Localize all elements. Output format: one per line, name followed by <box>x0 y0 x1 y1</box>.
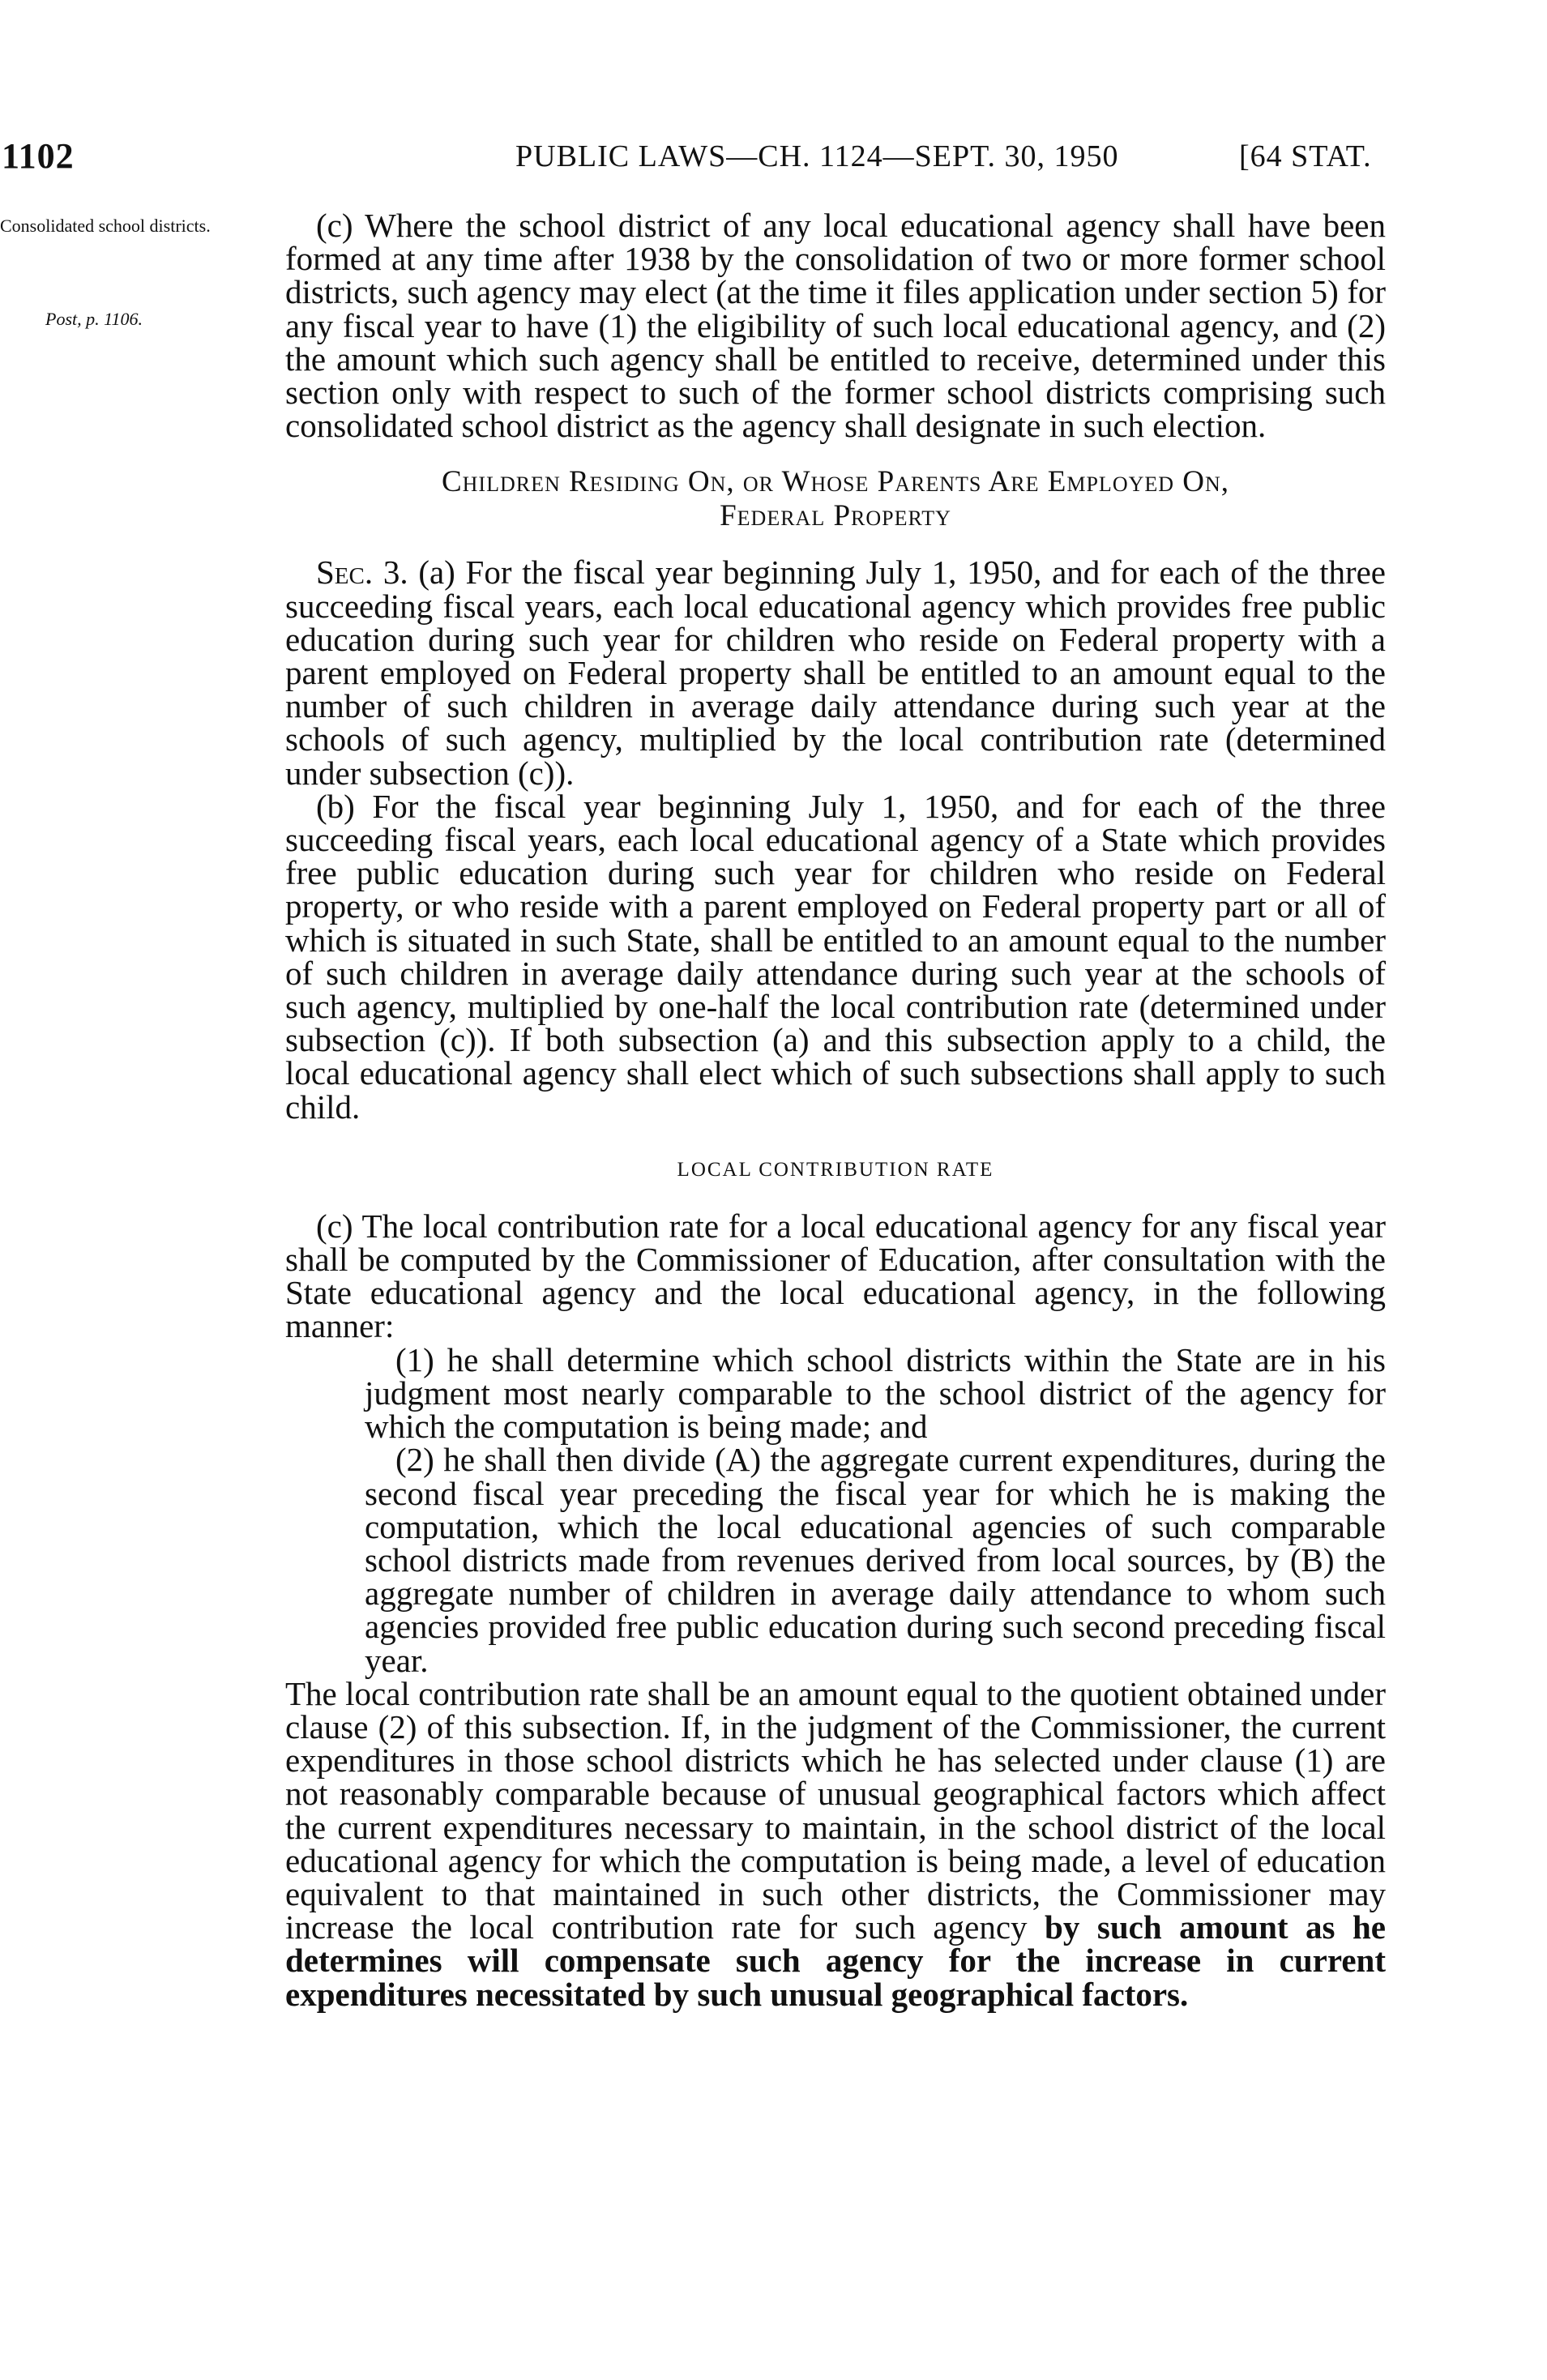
section-heading-children-line1: Children Residing On, or Whose Parents Are Employed On, <box>441 465 1230 499</box>
spacer <box>285 1124 1386 1153</box>
page-number: 1102 <box>2 136 75 176</box>
closing-paragraph-text: The local contribution rate shall be an amount equal to the quotient obtained under clause (2) of this subsection. If, in the judgment of the Commissioner, the current expenditures in those school districts which he has selected under clause (1) are not reasonably comparable because of unusual geographical factors which affect the current expenditures necessary to maintain, in the school district of the local educational agency for which the computation is being made, a level of education equivalent to that maintained in such other districts, the Commissioner may increase the local contribution rate for such agency <box>285 1674 1386 1946</box>
section-heading-children-line2: Federal Property <box>720 499 951 533</box>
margin-note-post-reference: Post, p. 1106. <box>45 309 143 329</box>
section-heading-local-contribution-rate: LOCAL CONTRIBUTION RATE <box>677 1158 994 1181</box>
running-header <box>0 136 1547 177</box>
margin-note-consolidated-districts: Consolidated school districts. <box>0 216 211 236</box>
spacer <box>285 442 1386 465</box>
section-3-label: Sec. 3. <box>316 553 408 592</box>
main-text-column <box>285 209 1386 2011</box>
clause-2: (2) he shall then divide (A) the aggregate current expenditures, during the second fiscal year preceding the fiscal year for which he is making the computation, which the local educational agencies of such comparable school districts made from revenues derived from local sources, by (B) the aggregate number of children in average daily attendance to whom such agencies provided free public education during such second preceding fiscal year. <box>365 1441 1386 1679</box>
closing-paragraph <box>285 1674 1387 2013</box>
clause-1: (1) he shall determine which school districts within the State are in his judgment most nearly comparable to the school district of the agency for which the computation is being made; and <box>365 1340 1386 1446</box>
section-3-subsection-a <box>285 553 1387 792</box>
header-title: PUBLIC LAWS—CH. 1124—SEPT. 30, 1950 <box>515 139 1119 173</box>
section-3-a-text: (a) For the fiscal year beginning July 1, 1950, and for each of the three succeeding fiscal years, each local educational agency which provides free public education during such year for children who reside on Federal property with a parent employed on Federal property shall be entitled to an amount equal to the number of such children in average daily attendance during such year at the schools of such agency, multiplied by the local contribution rate (determined under subsection (c)). <box>285 553 1387 792</box>
paragraph-c-consolidation: (c) Where the school district of any local educational agency shall have been formed at any time after 1938 by the consolidation of two or more former school districts, such agency may elect (at the time it files application under section 5) for any fiscal year to have (1) the eligibility of such local educational agency, and (2) the amount which such agency shall be entitled to receive, determined under this section only with respect to such of the former school districts comprising such consolidated school district as the agency shall designate in such election. <box>285 207 1386 445</box>
closing-paragraph-bold-text: by such amount as he determines will compensate such agency for the increase in current expenditures necessitated by such unusual geographical factors. <box>285 1908 1387 2013</box>
spacer <box>285 1187 1386 1210</box>
section-3-subsection-b: (b) For the fiscal year beginning July 1, 1950, and for each of the three succeeding fiscal years, each local educational agency of a State which provides free public education during such year for children who reside on Federal property, or who reside with a parent employed on Federal property part or all of which is situated in such State, shall be entitled to an amount equal to the number of such children in average daily attendance during such year at the schools of such agency, multiplied by one-half the local contribution rate (determined under subsection (c)). If both subsection (a) and this subsection apply to a child, the local educational agency shall elect which of such subsections shall apply to such child. <box>285 787 1386 1126</box>
spacer <box>285 533 1386 556</box>
section-3-subsection-c: (c) The local contribution rate for a local educational agency for any fiscal year shall be computed by the Commissioner of Education, after consultation with the State educational agency and the local educational agency, in the following manner: <box>285 1207 1386 1345</box>
volume-reference: [64 STAT. <box>1239 139 1372 173</box>
